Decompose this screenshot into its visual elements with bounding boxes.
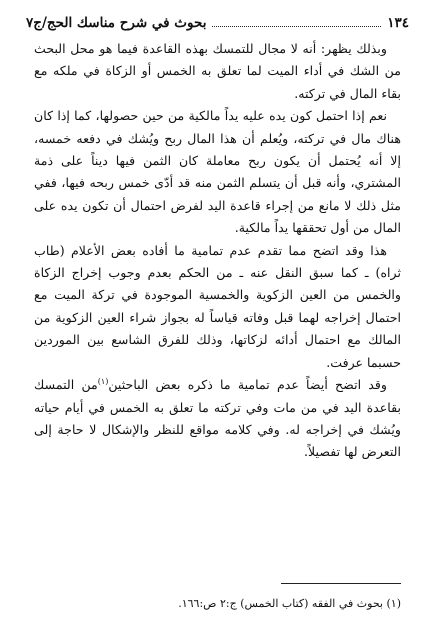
body-text: [34, 38, 401, 464]
header-dot-leader: [212, 16, 381, 27]
paragraph-4-before-ref: وقد اتضح أيضاً عدم تمامية ما ذكره بعض الباحثين: [108, 377, 387, 393]
running-header: [26, 12, 409, 34]
paragraph-4: [34, 374, 401, 464]
footnote: (١) بحوث في الفقه (كتاب الخمس) ج:٢ ص:١٦٦.: [178, 597, 401, 610]
running-title: بحوث في شرح مناسك الحج/ج٧: [26, 15, 207, 31]
paragraph-2: نعم إذا احتمل كون يده عليه يداً مالكية من حين حصولها، كما إذا كان هناك مال في تركته، ويُعلم أن هذا المال ربح ويُشك في دفعه خمسه، إلا أنه يُحتمل أن يكون ربح معاملة كان الثمن فيها ديناً على ذمة المشتري، وأنه قبل أن يتسلم الثمن منه قد أدّى خمس ربحه فيها، ففي مثل ذلك لا مانع من إجراء قاعدة اليد لفرض احتمال أن تكون يده على المال من أول تحققها يداً مالكية.: [34, 108, 401, 236]
paragraph-3: هذا وقد اتضح مما تقدم عدم تمامية ما أفاده بعض الأعلام (طاب ثراه) ـ كما سبق النقل عنه ـ من الحكم بعدم وجوب إخراج الزكاة والخمس من العين الزكوية والخمسية الموجودة في تركة الميت مع احتمال إخراجه لهما قبل وفاته قياساً له بجواز شراء العين الزكوية من المالك مع احتمال أدائه لزكاتها، وذلك للفرق الشاسع بين الموردين حسبما عرفت.: [34, 242, 401, 370]
footnote-reference-mark: (١): [97, 376, 109, 386]
paragraph-1: وبذلك يظهر: أنه لا مجال للتمسك بهذه القاعدة فيما هو محل البحث من الشك في أداء الميت لما تعلق به الخمس أو الزكاة في ملكه مع بقاء المال في تركته.: [34, 41, 401, 101]
page-number: ١٣٤: [387, 15, 409, 31]
paragraph-4-after-ref: من التمسك بقاعدة اليد في من مات وفي تركته ما تعلق به الخمس في أيام حياته ويُشك في إخراجه له. وفي كلامه مواقع للنظر والإشكال لا حاجة إلى التعرض لها تفصيلاً.: [34, 377, 401, 460]
footnote-separator: [281, 583, 401, 584]
